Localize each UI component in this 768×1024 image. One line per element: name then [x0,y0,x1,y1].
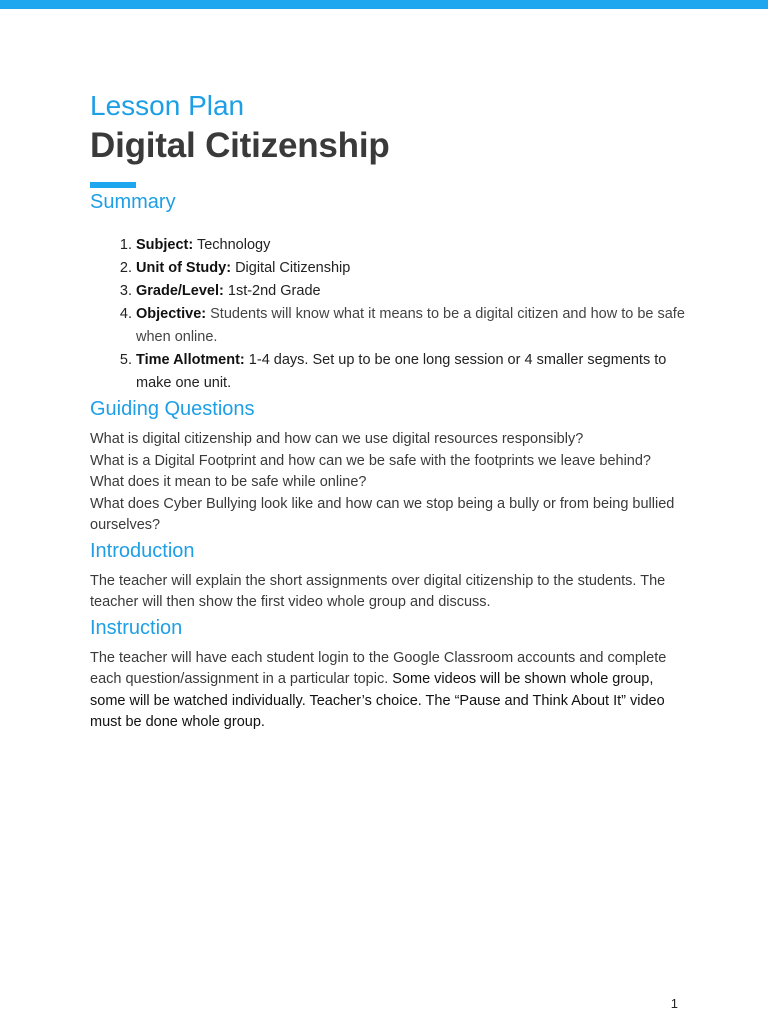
guiding-question-line: What does it mean to be safe while online? [90,474,367,490]
summary-item-label: Objective: [136,306,207,322]
document-title: Digital Citizenship [90,126,390,165]
summary-item-grade-level [136,280,690,303]
summary-item-value: Technology [196,237,271,253]
top-accent-bar [0,0,768,9]
summary-item-label: Subject: [136,237,194,253]
guiding-question-line: What is a Digital Footprint and how can we be safe with the footprints we leave behind? [90,452,651,469]
summary-item-label: Time Allotment: [136,352,245,368]
instruction-text-part-2: Some videos will be shown whole group, some will be watched individually. Teacher’s choice. The “Pause and Think About It” video must be done whole group. [90,671,665,730]
introduction-text: The teacher will explain the short assignments over digital citizenship to the students. The teacher will then show the first video whole group and discuss. [90,572,666,610]
introduction-heading: Introduction [90,539,195,562]
guiding-question-line: What is digital citizenship and how can we use digital resources responsibly? [90,431,584,447]
summary-list [90,234,690,395]
summary-item-objective [136,303,690,349]
page-number: 1 [670,996,678,1011]
guiding-question-line: What does Cyber Bullying look like and how can we stop being a bully or from being bullied ourselves? [90,495,675,533]
summary-item-time-allotment [136,349,690,395]
summary-item-label: Grade/Level: [136,283,224,299]
instruction-heading: Instruction [90,616,183,639]
guiding-questions-heading: Guiding Questions [90,398,255,420]
summary-item-subject [136,234,690,257]
summary-item-value: 1st-2nd Grade [227,283,321,299]
document-subtitle: Lesson Plan [90,90,245,121]
guiding-questions-text [90,429,690,537]
summary-item-value: Digital Citizenship [235,260,351,276]
summary-item-label: Unit of Study: [136,260,232,276]
summary-heading: Summary [90,191,176,213]
document-page [90,88,690,734]
instruction-text-part-1: The teacher will have each student login to the Google Classroom accounts and complete each question/assignment in a particular topic. [90,649,667,687]
summary-item-unit-of-study [136,257,690,280]
summary-item-value: Students will know what it means to be a digital citizen and how to be safe when online. [136,306,685,345]
summary-item-value: 1-4 days. Set up to be one long session or 4 smaller segments to make one unit. [136,352,667,391]
instruction-text [90,648,690,734]
